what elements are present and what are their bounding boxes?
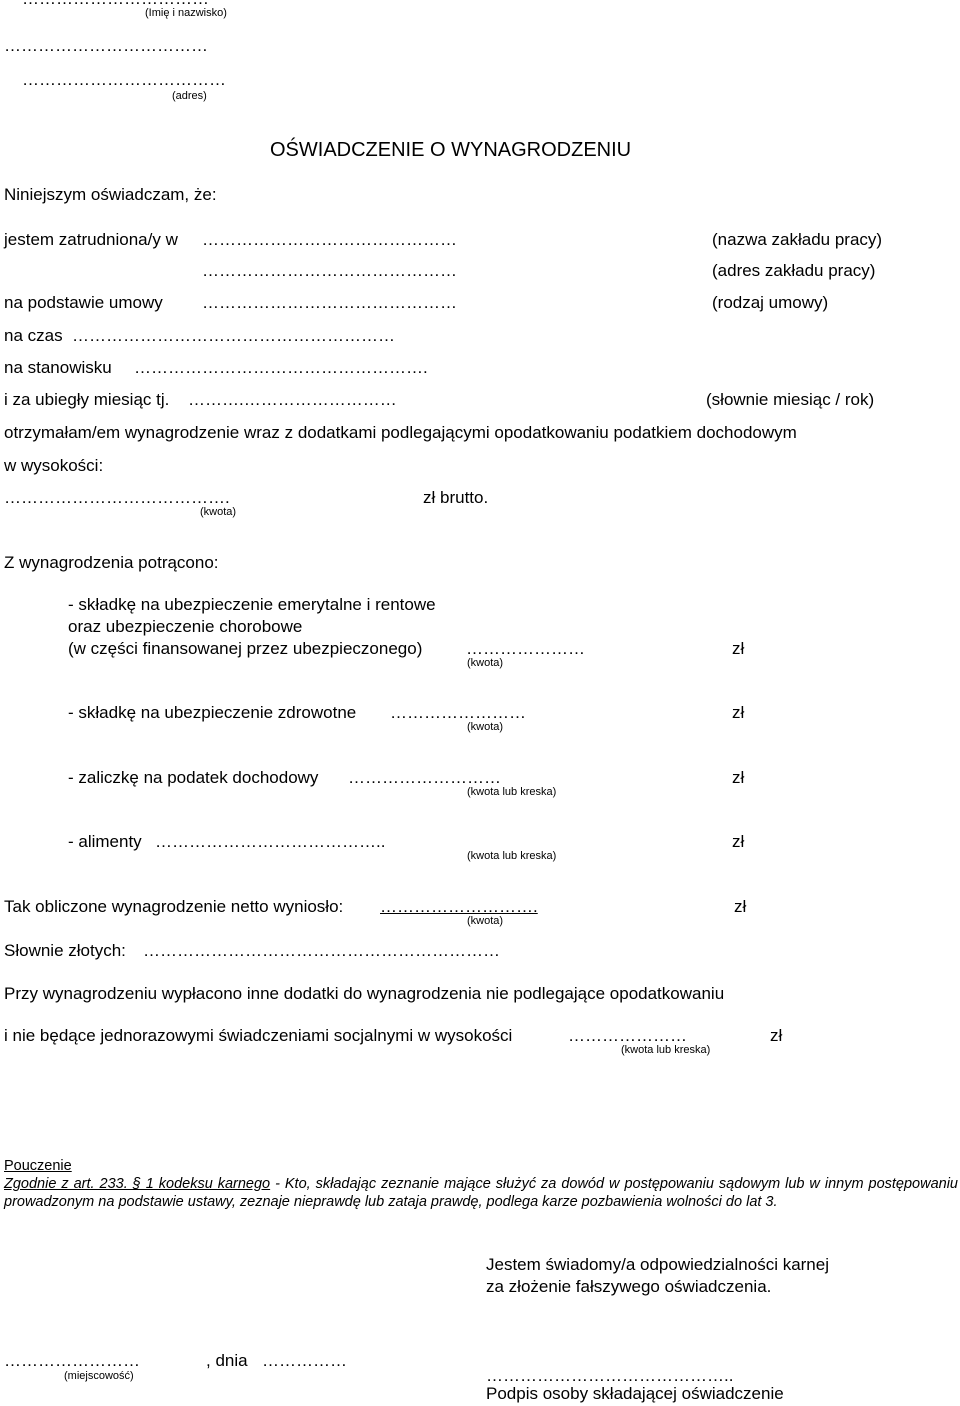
pension-line-1: - składkę na ubezpieczenie emerytalne i rentowe: [68, 595, 436, 614]
name-label: (Imię i nazwisko): [145, 7, 227, 19]
alimony-label: - alimenty: [68, 832, 142, 851]
employer-name-field[interactable]: ………………………………………: [202, 230, 457, 249]
place-hint: (miejscowość): [64, 1370, 134, 1382]
month-hint: (słownie miesiąc / rok): [706, 390, 875, 409]
health-hint: (kwota): [467, 721, 504, 733]
month-field[interactable]: ……….………………………: [188, 390, 397, 409]
extras-line-1: Przy wynagrodzeniu wypłacono inne dodatki do wynagrodzenia nie podlegające opodatkowaniu: [4, 984, 725, 1003]
pension-line-2: oraz ubezpieczenie chorobowe: [68, 617, 303, 636]
health-label: - składkę na ubezpieczenie zdrowotne: [68, 703, 357, 722]
contract-hint: (rodzaj umowy): [712, 293, 829, 312]
employed-label: jestem zatrudniona/y w: [4, 230, 178, 249]
received-text: otrzymałam/em wynagrodzenie wraz z dodatkami podlegającymi opodatkowaniu podatkiem dochodowym: [4, 423, 797, 442]
pension-line-3: (w części finansowanej przez ubezpieczonego): [68, 639, 423, 658]
employer-name-hint: (nazwa zakładu pracy): [712, 230, 883, 249]
period-label: na czas: [4, 326, 63, 345]
date-field[interactable]: ……………: [262, 1351, 347, 1370]
extras-line-2: i nie będące jednorazowymi świadczeniami socjalnymi w wysokości: [4, 1026, 513, 1045]
address-label: (adres): [172, 90, 207, 102]
tax-hint: (kwota lub kreska): [467, 786, 557, 798]
net-amount-field[interactable]: ……………………….: [380, 897, 538, 916]
notice-lead: Zgodnie z art. 233. § 1 kodeksu karnego: [4, 1176, 271, 1192]
statement-line-1: Jestem świadomy/a odpowiedzialności karnej: [486, 1255, 829, 1274]
position-field[interactable]: …………………………………………….: [134, 358, 428, 377]
alimony-currency: zł: [732, 832, 745, 851]
tax-label: - zaliczkę na podatek dochodowy: [68, 768, 319, 787]
signature-field[interactable]: ……………………………………..: [486, 1366, 734, 1385]
tax-amount-field[interactable]: ………………………: [348, 768, 501, 787]
deductions-heading: Z wynagrodzenia potrącono:: [4, 553, 219, 572]
pension-currency: zł: [732, 639, 745, 658]
place-field[interactable]: ……………………: [4, 1351, 140, 1370]
address-dots-2: ………………………………: [22, 70, 226, 89]
employer-address-hint: (adres zakładu pracy): [712, 261, 876, 280]
words-field[interactable]: ………………………………………………………: [143, 941, 500, 960]
alimony-hint: (kwota lub kreska): [467, 850, 557, 862]
position-label: na stanowisku: [4, 358, 112, 377]
amount-field[interactable]: ………………………………….: [4, 488, 230, 507]
contract-label: na podstawie umowy: [4, 293, 163, 312]
extras-hint: (kwota lub kreska): [621, 1044, 711, 1056]
signature-label: Podpis osoby składającej oświadczenie: [486, 1384, 784, 1403]
address-dots-1: ………………………………: [4, 36, 208, 55]
statement-line-2: za złożenie fałszywego oświadczenia.: [486, 1277, 772, 1296]
notice-paragraph: [4, 1175, 958, 1211]
date-label: , dnia: [206, 1351, 248, 1370]
health-amount-field[interactable]: ……………………: [390, 703, 526, 722]
net-currency: zł: [734, 897, 747, 916]
employer-address-field[interactable]: ………………………………………: [202, 261, 457, 280]
intro-text: Niniejszym oświadczam, że:: [4, 185, 217, 204]
period-field[interactable]: …………………………………………………: [72, 326, 395, 345]
net-hint: (kwota): [467, 915, 504, 927]
net-label: Tak obliczone wynagrodzenie netto wyniosło:: [4, 897, 344, 916]
amount-hint: (kwota): [200, 506, 237, 518]
notice-body: - Kto, składając zeznanie mające służyć za dowód w postępowaniu sądowym lub w innym postępowaniu prowadzonym na podstawie ustawy, zeznaje nieprawdę lub zataja prawdę, podlega karze pozbawienia wolności do lat 3.: [4, 1176, 958, 1210]
pension-amount-field[interactable]: …………………: [466, 639, 585, 658]
month-label: i za ubiegły miesiąc tj.: [4, 390, 170, 409]
contract-field[interactable]: ………………………………………: [202, 293, 457, 312]
brutto-label: zł brutto.: [423, 488, 489, 507]
notice-heading: Pouczenie: [4, 1158, 72, 1174]
amount-label: w wysokości:: [4, 456, 104, 475]
document-title: OŚWIADCZENIE O WYNAGRODZENIU: [270, 139, 632, 161]
alimony-amount-field[interactable]: …………………………………..: [155, 832, 386, 851]
pension-hint: (kwota): [467, 657, 504, 669]
tax-currency: zł: [732, 768, 745, 787]
extras-currency: zł: [770, 1026, 783, 1045]
health-currency: zł: [732, 703, 745, 722]
extras-amount-field[interactable]: …………………: [568, 1026, 687, 1045]
words-label: Słownie złotych:: [4, 941, 126, 960]
